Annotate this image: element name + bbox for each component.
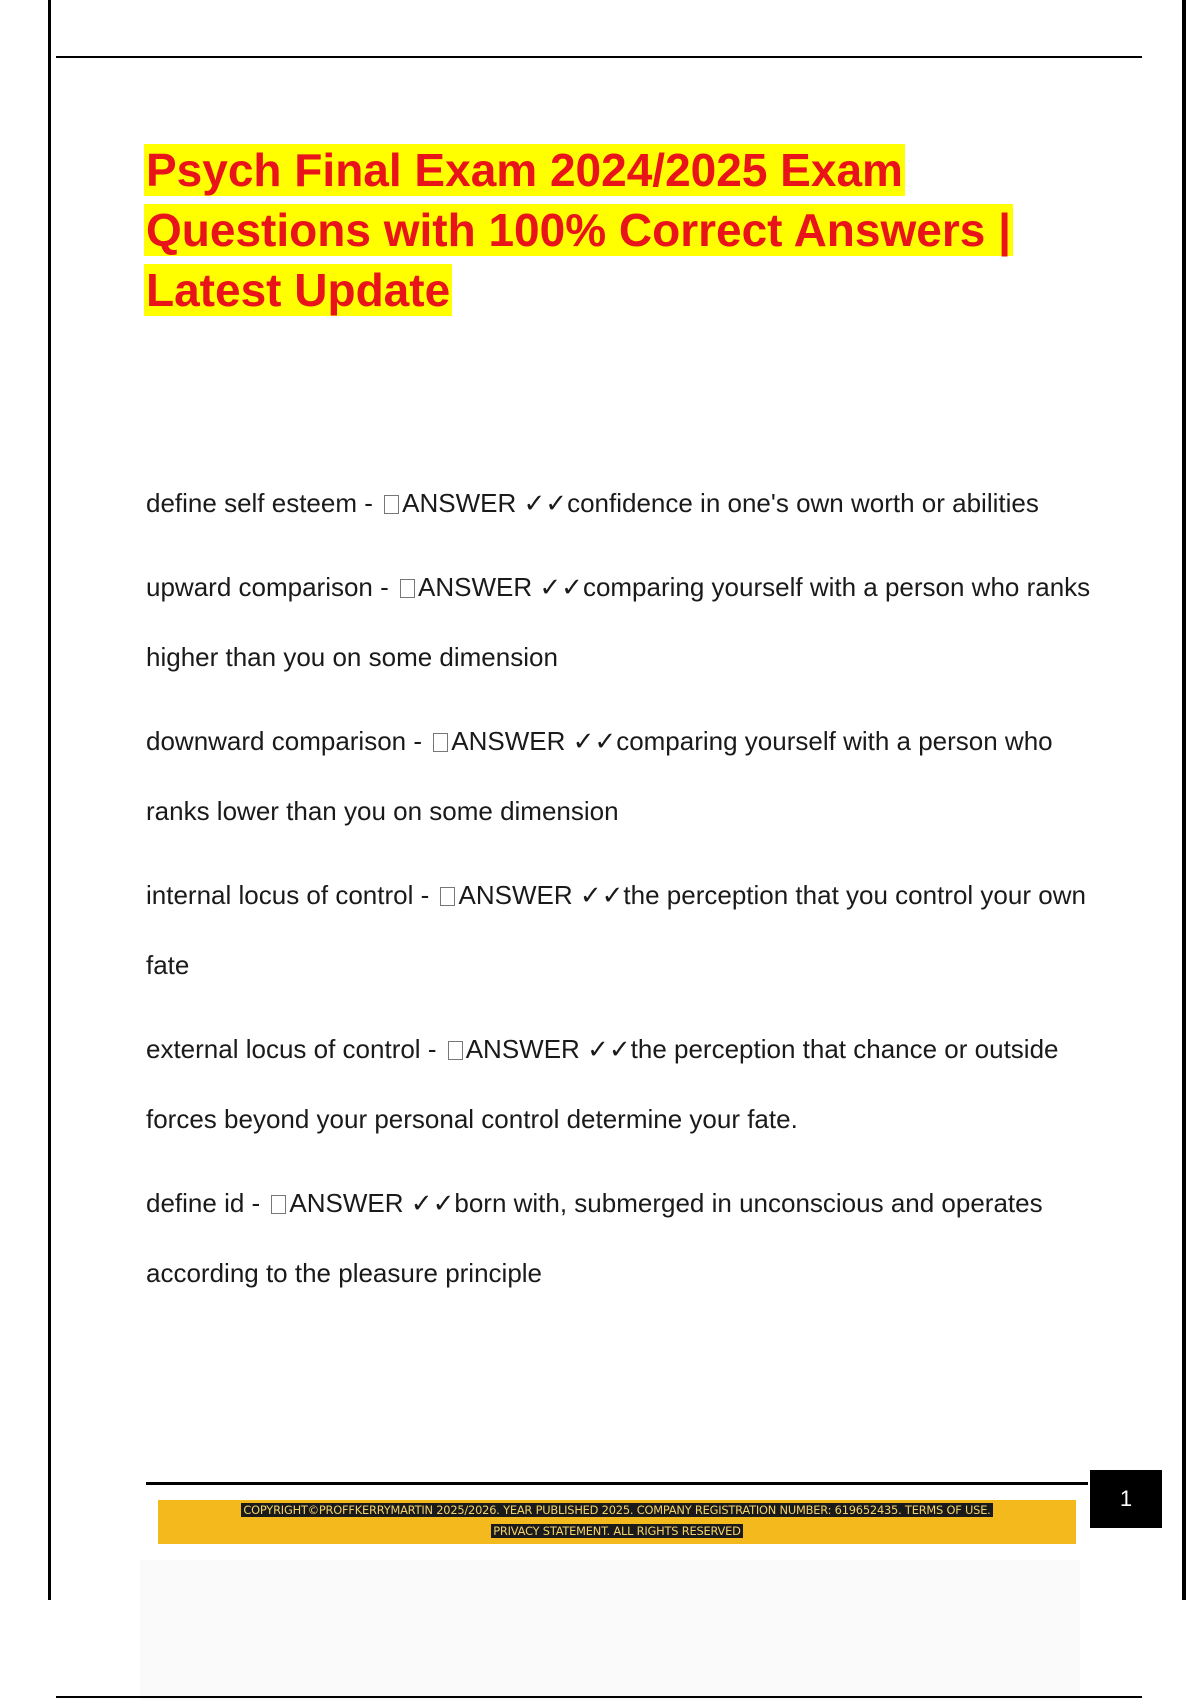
qa-term: external locus of control bbox=[146, 1034, 421, 1064]
checkbox-icon bbox=[384, 495, 399, 514]
qa-list bbox=[146, 468, 1106, 1322]
checkbox-icon bbox=[271, 1195, 286, 1214]
next-page-rule bbox=[56, 1696, 1142, 1698]
page-border-right bbox=[1182, 0, 1186, 1600]
qa-answer: confidence in one's own worth or abilities bbox=[567, 488, 1039, 518]
list-item: downward comparison - ANSWER ✓✓comparing yourself with a person who ranks lower than you on some dimension bbox=[146, 726, 1053, 826]
page-shadow-band bbox=[140, 1560, 1080, 1700]
copyright-line-1: COPYRIGHT©PROFFKERRYMARTIN 2025/2026. YEAR PUBLISHED 2025. COMPANY REGISTRATION NUMBER: 619652435. TERMS OF USE. bbox=[243, 1503, 991, 1517]
qa-term: upward comparison bbox=[146, 572, 373, 602]
double-check-icon: ✓✓ bbox=[572, 726, 617, 756]
list-item: internal locus of control - ANSWER ✓✓the perception that you control your own fate bbox=[146, 880, 1086, 980]
footer-rule bbox=[146, 1482, 1088, 1485]
document-title bbox=[144, 140, 1084, 320]
qa-term: downward comparison bbox=[146, 726, 407, 756]
qa-answer-label: ANSWER bbox=[289, 1188, 404, 1218]
double-check-icon: ✓✓ bbox=[410, 1188, 455, 1218]
header-rule bbox=[56, 56, 1142, 58]
double-check-icon: ✓✓ bbox=[523, 488, 568, 518]
checkbox-icon bbox=[433, 733, 448, 752]
checkbox-icon bbox=[440, 887, 455, 906]
qa-answer-label: ANSWER bbox=[402, 488, 517, 518]
qa-term: internal locus of control bbox=[146, 880, 414, 910]
qa-answer-label: ANSWER bbox=[458, 880, 573, 910]
list-item: external locus of control - ANSWER ✓✓the perception that chance or outside forces beyond your personal control determine your fate. bbox=[146, 1034, 1059, 1134]
qa-term: define self esteem bbox=[146, 488, 358, 518]
qa-answer-label: ANSWER bbox=[451, 726, 566, 756]
double-check-icon: ✓✓ bbox=[587, 1034, 631, 1064]
qa-answer-label: ANSWER bbox=[418, 572, 533, 602]
qa-answer: the perception that you control your own fate bbox=[146, 880, 1086, 980]
qa-answer: born with, submerged in unconscious and operates according to the pleasure principle bbox=[146, 1188, 1043, 1288]
page-border-left bbox=[48, 0, 51, 1600]
double-check-icon: ✓✓ bbox=[579, 880, 624, 910]
list-item: define self esteem - ANSWER ✓✓confidence in one's own worth or abilities bbox=[146, 488, 1039, 518]
qa-answer: comparing yourself with a person who ranks lower than you on some dimension bbox=[146, 726, 1053, 826]
double-check-icon: ✓✓ bbox=[539, 572, 583, 602]
page-number: 1 bbox=[1090, 1470, 1162, 1528]
document-title-text: Psych Final Exam 2024/2025 Exam Questions with 100% Correct Answers | Latest Update bbox=[146, 144, 1011, 316]
qa-term: define id bbox=[146, 1188, 245, 1218]
qa-answer-label: ANSWER bbox=[465, 1034, 580, 1064]
copyright-footer bbox=[158, 1500, 1076, 1542]
qa-answer: comparing yourself with a person who ranks higher than you on some dimension bbox=[146, 572, 1091, 672]
copyright-line-2: PRIVACY STATEMENT. ALL RIGHTS RESERVED bbox=[493, 1524, 741, 1538]
list-item: define id - ANSWER ✓✓born with, submerged in unconscious and operates according to the pleasure principle bbox=[146, 1188, 1043, 1288]
checkbox-icon bbox=[400, 579, 415, 598]
qa-answer: the perception that chance or outside forces beyond your personal control determine your fate. bbox=[146, 1034, 1059, 1134]
checkbox-icon bbox=[448, 1041, 463, 1060]
list-item: upward comparison - ANSWER ✓✓comparing yourself with a person who ranks higher than you on some dimension bbox=[146, 572, 1091, 672]
